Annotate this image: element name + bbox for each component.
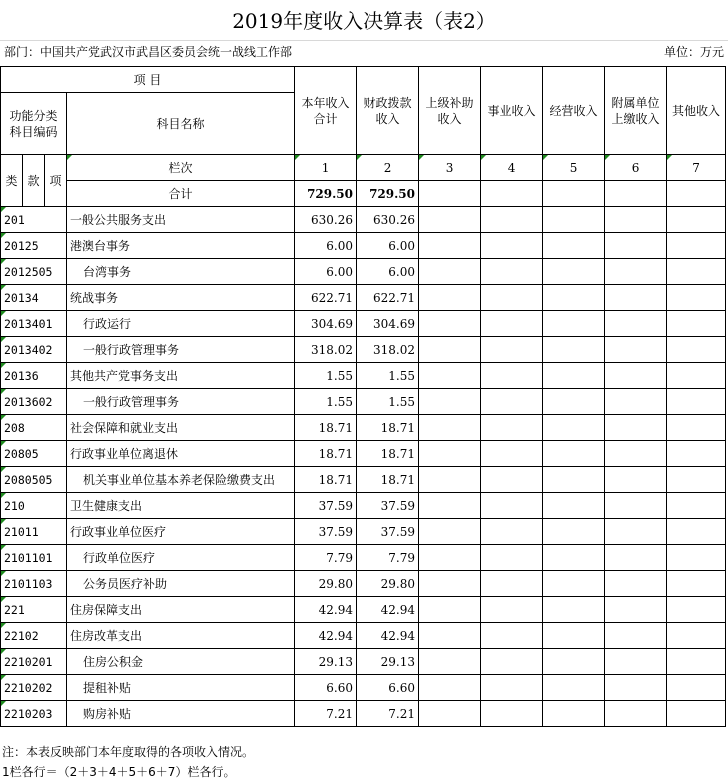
row-total-income: 630.26 bbox=[295, 207, 357, 233]
table-row bbox=[1, 207, 726, 233]
row-empty-cell bbox=[543, 623, 605, 649]
row-fiscal-income: 6.60 bbox=[357, 675, 419, 701]
row-empty-cell bbox=[605, 285, 667, 311]
row-empty-cell bbox=[481, 701, 543, 727]
row-empty-cell bbox=[605, 363, 667, 389]
row-empty-cell bbox=[481, 597, 543, 623]
total-fiscal-value: 729.50 bbox=[357, 181, 419, 207]
row-total-income: 1.55 bbox=[295, 363, 357, 389]
func-code-header-line2: 科目编码 bbox=[9, 124, 58, 139]
total-label: 合计 bbox=[67, 181, 295, 207]
level-kuan-header: 款 bbox=[23, 155, 45, 207]
total-empty-6 bbox=[605, 181, 667, 207]
page-title: 2019年度收入决算表（表2） bbox=[232, 9, 496, 33]
row-total-income: 622.71 bbox=[295, 285, 357, 311]
row-empty-cell bbox=[605, 389, 667, 415]
row-empty-cell bbox=[419, 207, 481, 233]
row-empty-cell bbox=[481, 441, 543, 467]
row-empty-cell bbox=[667, 623, 726, 649]
note-line-2: 1栏各行＝（2＋3＋4＋5＋6＋7）栏各行。 bbox=[2, 765, 236, 779]
row-label-cell: 栏次 bbox=[67, 155, 295, 181]
col-header-total-line1: 本年收入 bbox=[301, 95, 350, 110]
row-fiscal-income: 7.79 bbox=[357, 545, 419, 571]
row-fiscal-income: 18.71 bbox=[357, 467, 419, 493]
row-empty-cell bbox=[481, 493, 543, 519]
row-empty-cell bbox=[667, 571, 726, 597]
unit-label: 单位：万元 bbox=[663, 45, 724, 59]
row-fiscal-income: 622.71 bbox=[357, 285, 419, 311]
table-row bbox=[1, 675, 726, 701]
row-empty-cell bbox=[543, 675, 605, 701]
row-empty-cell bbox=[605, 311, 667, 337]
col-header-fiscal bbox=[357, 67, 419, 155]
row-empty-cell bbox=[543, 519, 605, 545]
col-number-2: 2 bbox=[357, 155, 419, 181]
row-code: 20125 bbox=[1, 233, 67, 259]
row-total-income: 6.60 bbox=[295, 675, 357, 701]
notes bbox=[2, 742, 254, 782]
row-subject-name: 住房保障支出 bbox=[67, 597, 295, 623]
row-empty-cell bbox=[543, 545, 605, 571]
row-code: 221 bbox=[1, 597, 67, 623]
row-empty-cell bbox=[605, 259, 667, 285]
row-fiscal-income: 42.94 bbox=[357, 623, 419, 649]
row-total-income: 42.94 bbox=[295, 623, 357, 649]
row-empty-cell bbox=[543, 649, 605, 675]
row-empty-cell bbox=[543, 207, 605, 233]
row-total-income: 29.13 bbox=[295, 649, 357, 675]
row-code: 201 bbox=[1, 207, 67, 233]
note-line-1: 注：本表反映部门本年度取得的各项收入情况。 bbox=[2, 745, 255, 759]
income-table bbox=[0, 66, 726, 727]
row-empty-cell bbox=[667, 649, 726, 675]
row-empty-cell bbox=[543, 597, 605, 623]
item-header: 项 目 bbox=[1, 67, 295, 93]
row-code: 2080505 bbox=[1, 467, 67, 493]
row-empty-cell bbox=[667, 519, 726, 545]
total-row bbox=[1, 181, 726, 207]
row-empty-cell bbox=[481, 207, 543, 233]
row-fiscal-income: 318.02 bbox=[357, 337, 419, 363]
row-empty-cell bbox=[605, 207, 667, 233]
header-row-item bbox=[1, 67, 726, 93]
row-code: 20134 bbox=[1, 285, 67, 311]
row-empty-cell bbox=[605, 701, 667, 727]
row-empty-cell bbox=[605, 675, 667, 701]
row-empty-cell bbox=[667, 285, 726, 311]
row-empty-cell bbox=[667, 259, 726, 285]
row-empty-cell bbox=[419, 441, 481, 467]
col-number-3: 3 bbox=[419, 155, 481, 181]
table-row bbox=[1, 467, 726, 493]
row-empty-cell bbox=[481, 259, 543, 285]
row-empty-cell bbox=[481, 311, 543, 337]
row-code: 22102 bbox=[1, 623, 67, 649]
row-total-income: 7.21 bbox=[295, 701, 357, 727]
row-empty-cell bbox=[605, 337, 667, 363]
table-row bbox=[1, 337, 726, 363]
func-code-header-line1: 功能分类 bbox=[9, 108, 58, 123]
table-row bbox=[1, 571, 726, 597]
row-empty-cell bbox=[481, 649, 543, 675]
row-empty-cell bbox=[481, 623, 543, 649]
row-subject-name: 其他共产党事务支出 bbox=[67, 363, 295, 389]
row-subject-name: 购房补贴 bbox=[67, 701, 295, 727]
table-row bbox=[1, 363, 726, 389]
col-header-superior-line2: 收入 bbox=[437, 111, 462, 126]
row-empty-cell bbox=[543, 415, 605, 441]
row-empty-cell bbox=[667, 441, 726, 467]
row-empty-cell bbox=[667, 415, 726, 441]
row-empty-cell bbox=[543, 259, 605, 285]
row-empty-cell bbox=[605, 571, 667, 597]
row-empty-cell bbox=[419, 701, 481, 727]
row-fiscal-income: 1.55 bbox=[357, 363, 419, 389]
row-total-income: 37.59 bbox=[295, 519, 357, 545]
row-code: 20136 bbox=[1, 363, 67, 389]
row-empty-cell bbox=[667, 493, 726, 519]
row-code: 210 bbox=[1, 493, 67, 519]
row-empty-cell bbox=[543, 571, 605, 597]
row-empty-cell bbox=[419, 493, 481, 519]
row-empty-cell bbox=[667, 675, 726, 701]
row-total-income: 6.00 bbox=[295, 259, 357, 285]
row-empty-cell bbox=[667, 363, 726, 389]
col-number-4: 4 bbox=[481, 155, 543, 181]
row-fiscal-income: 630.26 bbox=[357, 207, 419, 233]
func-code-header bbox=[1, 93, 67, 155]
row-fiscal-income: 42.94 bbox=[357, 597, 419, 623]
row-subject-name: 提租补贴 bbox=[67, 675, 295, 701]
table-row bbox=[1, 259, 726, 285]
table-row bbox=[1, 519, 726, 545]
table-row bbox=[1, 649, 726, 675]
row-empty-cell bbox=[667, 207, 726, 233]
row-subject-name: 住房改革支出 bbox=[67, 623, 295, 649]
row-empty-cell bbox=[481, 389, 543, 415]
col-header-total-line2: 合计 bbox=[313, 111, 338, 126]
row-subject-name: 一般行政管理事务 bbox=[67, 389, 295, 415]
col-header-fiscal-line2: 收入 bbox=[375, 111, 400, 126]
row-empty-cell bbox=[481, 363, 543, 389]
department-label: 部门：中国共产党武汉市武昌区委员会统一战线工作部 bbox=[4, 45, 293, 59]
row-total-income: 1.55 bbox=[295, 389, 357, 415]
row-empty-cell bbox=[605, 233, 667, 259]
col-header-superior bbox=[419, 67, 481, 155]
row-empty-cell bbox=[419, 337, 481, 363]
row-empty-cell bbox=[543, 363, 605, 389]
col-number-5: 5 bbox=[543, 155, 605, 181]
table-row bbox=[1, 233, 726, 259]
report-meta bbox=[0, 40, 728, 62]
col-header-superior-line1: 上级补助 bbox=[425, 95, 474, 110]
total-empty-3 bbox=[419, 181, 481, 207]
row-code: 2101101 bbox=[1, 545, 67, 571]
row-total-income: 29.80 bbox=[295, 571, 357, 597]
table-row bbox=[1, 285, 726, 311]
row-total-income: 318.02 bbox=[295, 337, 357, 363]
row-empty-cell bbox=[419, 285, 481, 311]
row-empty-cell bbox=[605, 415, 667, 441]
col-header-affiliated-line1: 附属单位 bbox=[611, 95, 660, 110]
row-empty-cell bbox=[543, 311, 605, 337]
row-subject-name: 行政事业单位离退休 bbox=[67, 441, 295, 467]
table-row bbox=[1, 389, 726, 415]
row-fiscal-income: 37.59 bbox=[357, 519, 419, 545]
row-fiscal-income: 18.71 bbox=[357, 441, 419, 467]
row-subject-name: 行政运行 bbox=[67, 311, 295, 337]
row-empty-cell bbox=[667, 467, 726, 493]
row-empty-cell bbox=[481, 675, 543, 701]
row-empty-cell bbox=[667, 545, 726, 571]
row-empty-cell bbox=[419, 649, 481, 675]
subject-name-header: 科目名称 bbox=[67, 93, 295, 155]
row-code: 208 bbox=[1, 415, 67, 441]
row-total-income: 42.94 bbox=[295, 597, 357, 623]
row-empty-cell bbox=[419, 389, 481, 415]
row-empty-cell bbox=[543, 233, 605, 259]
row-code: 2101103 bbox=[1, 571, 67, 597]
row-total-income: 7.79 bbox=[295, 545, 357, 571]
row-empty-cell bbox=[481, 337, 543, 363]
row-fiscal-income: 29.80 bbox=[357, 571, 419, 597]
row-empty-cell bbox=[481, 571, 543, 597]
row-subject-name: 台湾事务 bbox=[67, 259, 295, 285]
row-code: 2013402 bbox=[1, 337, 67, 363]
table-row bbox=[1, 441, 726, 467]
row-empty-cell bbox=[543, 285, 605, 311]
row-fiscal-income: 29.13 bbox=[357, 649, 419, 675]
row-empty-cell bbox=[605, 519, 667, 545]
row-empty-cell bbox=[543, 389, 605, 415]
row-subject-name: 公务员医疗补助 bbox=[67, 571, 295, 597]
row-code: 2210201 bbox=[1, 649, 67, 675]
table-row bbox=[1, 623, 726, 649]
row-total-income: 18.71 bbox=[295, 467, 357, 493]
col-header-other: 其他收入 bbox=[667, 67, 726, 155]
row-empty-cell bbox=[419, 415, 481, 441]
row-empty-cell bbox=[419, 571, 481, 597]
row-empty-cell bbox=[605, 441, 667, 467]
row-code: 2210203 bbox=[1, 701, 67, 727]
row-empty-cell bbox=[481, 519, 543, 545]
col-header-total bbox=[295, 67, 357, 155]
col-header-affiliated-line2: 上缴收入 bbox=[611, 111, 660, 126]
row-empty-cell bbox=[605, 545, 667, 571]
row-total-income: 18.71 bbox=[295, 441, 357, 467]
row-total-income: 304.69 bbox=[295, 311, 357, 337]
row-fiscal-income: 6.00 bbox=[357, 233, 419, 259]
col-number-6: 6 bbox=[605, 155, 667, 181]
row-empty-cell bbox=[419, 259, 481, 285]
row-empty-cell bbox=[605, 597, 667, 623]
col-header-fiscal-line1: 财政拨款 bbox=[363, 95, 412, 110]
row-empty-cell bbox=[605, 467, 667, 493]
row-empty-cell bbox=[543, 441, 605, 467]
row-subject-name: 行政事业单位医疗 bbox=[67, 519, 295, 545]
level-xiang-header: 项 bbox=[45, 155, 67, 207]
row-empty-cell bbox=[481, 285, 543, 311]
table-row bbox=[1, 545, 726, 571]
row-subject-name: 统战事务 bbox=[67, 285, 295, 311]
row-empty-cell bbox=[481, 467, 543, 493]
row-total-income: 37.59 bbox=[295, 493, 357, 519]
row-subject-name: 机关事业单位基本养老保险缴费支出 bbox=[67, 467, 295, 493]
table-row bbox=[1, 493, 726, 519]
row-code: 20805 bbox=[1, 441, 67, 467]
row-empty-cell bbox=[667, 597, 726, 623]
row-empty-cell bbox=[419, 519, 481, 545]
row-fiscal-income: 37.59 bbox=[357, 493, 419, 519]
col-header-affiliated bbox=[605, 67, 667, 155]
row-code: 2210202 bbox=[1, 675, 67, 701]
row-empty-cell bbox=[667, 233, 726, 259]
row-code: 2013602 bbox=[1, 389, 67, 415]
row-empty-cell bbox=[605, 623, 667, 649]
row-empty-cell bbox=[419, 675, 481, 701]
row-code: 2012505 bbox=[1, 259, 67, 285]
row-empty-cell bbox=[543, 467, 605, 493]
row-total-income: 18.71 bbox=[295, 415, 357, 441]
row-empty-cell bbox=[419, 233, 481, 259]
row-subject-name: 港澳台事务 bbox=[67, 233, 295, 259]
level-lei-header: 类 bbox=[1, 155, 23, 207]
row-fiscal-income: 1.55 bbox=[357, 389, 419, 415]
row-subject-name: 行政单位医疗 bbox=[67, 545, 295, 571]
table-row bbox=[1, 415, 726, 441]
row-subject-name: 卫生健康支出 bbox=[67, 493, 295, 519]
row-empty-cell bbox=[419, 545, 481, 571]
row-subject-name: 社会保障和就业支出 bbox=[67, 415, 295, 441]
row-empty-cell bbox=[667, 337, 726, 363]
row-empty-cell bbox=[419, 363, 481, 389]
row-subject-name: 一般行政管理事务 bbox=[67, 337, 295, 363]
row-empty-cell bbox=[419, 597, 481, 623]
row-fiscal-income: 7.21 bbox=[357, 701, 419, 727]
row-empty-cell bbox=[543, 493, 605, 519]
total-income-value: 729.50 bbox=[295, 181, 357, 207]
row-empty-cell bbox=[667, 311, 726, 337]
col-number-1: 1 bbox=[295, 155, 357, 181]
row-empty-cell bbox=[543, 701, 605, 727]
row-empty-cell bbox=[419, 623, 481, 649]
row-subject-name: 住房公积金 bbox=[67, 649, 295, 675]
row-total-income: 6.00 bbox=[295, 233, 357, 259]
row-fiscal-income: 6.00 bbox=[357, 259, 419, 285]
row-empty-cell bbox=[419, 467, 481, 493]
row-code: 21011 bbox=[1, 519, 67, 545]
row-fiscal-income: 18.71 bbox=[357, 415, 419, 441]
column-number-row bbox=[1, 155, 726, 181]
row-empty-cell bbox=[605, 493, 667, 519]
row-empty-cell bbox=[419, 311, 481, 337]
row-subject-name: 一般公共服务支出 bbox=[67, 207, 295, 233]
total-empty-4 bbox=[481, 181, 543, 207]
row-empty-cell bbox=[667, 701, 726, 727]
row-empty-cell bbox=[667, 389, 726, 415]
total-empty-5 bbox=[543, 181, 605, 207]
row-code: 2013401 bbox=[1, 311, 67, 337]
col-header-operating: 经营收入 bbox=[543, 67, 605, 155]
table-row bbox=[1, 701, 726, 727]
row-empty-cell bbox=[481, 233, 543, 259]
row-empty-cell bbox=[481, 415, 543, 441]
row-empty-cell bbox=[605, 649, 667, 675]
table-row bbox=[1, 597, 726, 623]
col-number-7: 7 bbox=[667, 155, 726, 181]
row-empty-cell bbox=[543, 337, 605, 363]
row-fiscal-income: 304.69 bbox=[357, 311, 419, 337]
col-header-business: 事业收入 bbox=[481, 67, 543, 155]
row-empty-cell bbox=[481, 545, 543, 571]
table-row bbox=[1, 311, 726, 337]
total-empty-7 bbox=[667, 181, 726, 207]
